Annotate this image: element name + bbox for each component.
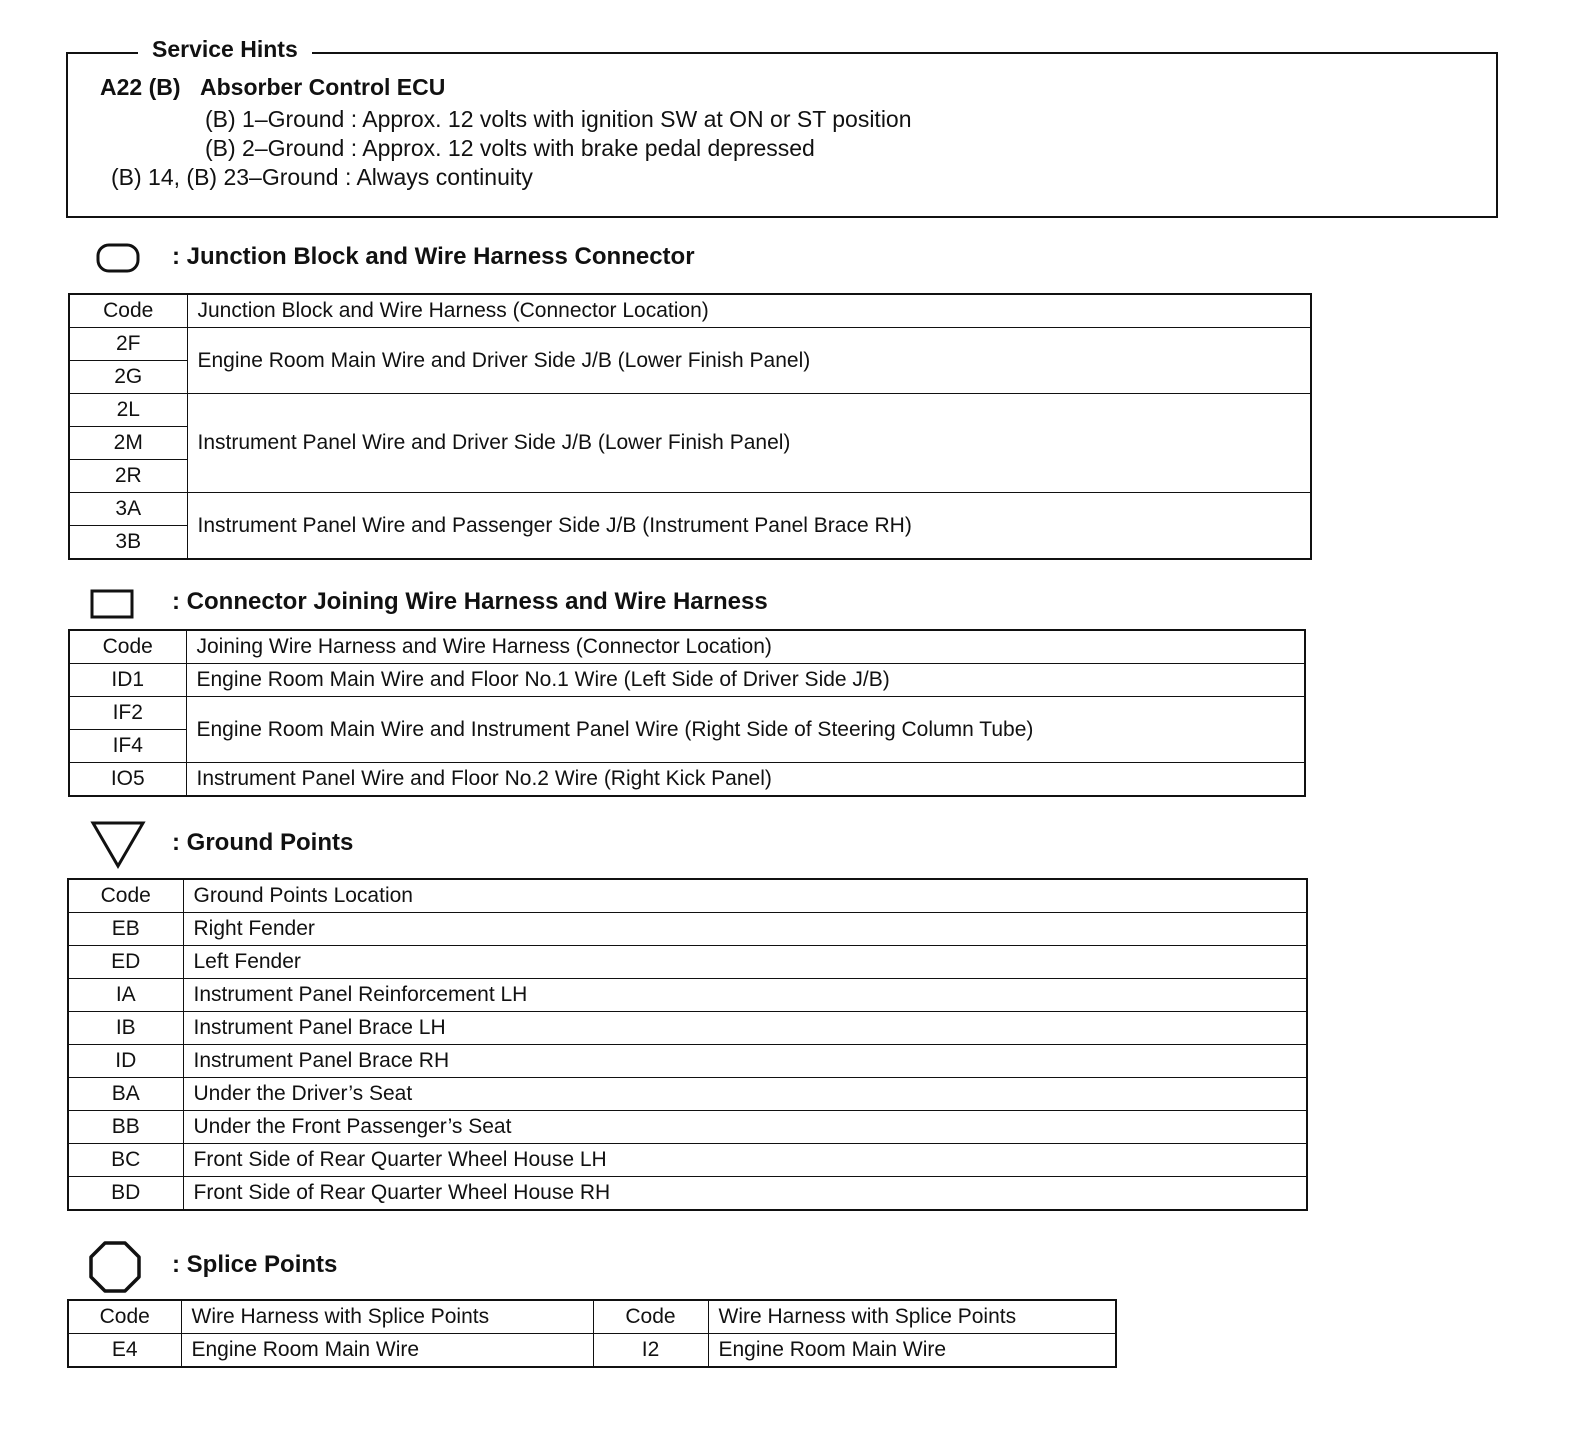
- component-code: A22 (B): [100, 74, 181, 100]
- code-cell: IO5: [69, 763, 186, 797]
- code-cell: IA: [68, 979, 183, 1012]
- splice-table: [67, 1299, 1117, 1368]
- column-header-desc: Ground Points Location: [183, 879, 1307, 913]
- table-row: [68, 1144, 1307, 1177]
- harness-cell: Engine Room Main Wire: [708, 1334, 1116, 1368]
- connector-icon: [90, 588, 136, 620]
- code-cell: 2G: [69, 361, 187, 394]
- splice-heading: : Splice Points: [172, 1251, 338, 1278]
- column-header-desc: Wire Harness with Splice Points: [181, 1300, 593, 1334]
- table-row: [68, 1078, 1307, 1111]
- code-cell: BC: [68, 1144, 183, 1177]
- location-cell: Instrument Panel Brace LH: [183, 1012, 1307, 1045]
- code-cell: 2M: [69, 427, 187, 460]
- hint-line-2: (B) 2–Ground : Approx. 12 volts with brake pedal depressed: [205, 135, 815, 161]
- location-cell: Left Fender: [183, 946, 1307, 979]
- service-hints-title: Service Hints: [138, 36, 312, 63]
- column-header-desc: Joining Wire Harness and Wire Harness (Connector Location): [186, 630, 1305, 664]
- hint-line-3: (B) 14, (B) 23–Ground : Always continuity: [111, 164, 533, 190]
- junction-table: [68, 293, 1312, 560]
- ground-triangle-icon: [90, 820, 146, 870]
- splice-octagon-icon: [88, 1240, 142, 1294]
- table-header-row: [69, 294, 1311, 328]
- location-cell: Engine Room Main Wire and Instrument Panel Wire (Right Side of Steering Column Tube): [186, 697, 1305, 763]
- location-cell: Engine Room Main Wire and Driver Side J/B (Lower Finish Panel): [187, 328, 1311, 394]
- table-row: [68, 1045, 1307, 1078]
- code-cell: 2F: [69, 328, 187, 361]
- table-row: [69, 493, 1311, 526]
- ground-heading: : Ground Points: [172, 829, 354, 856]
- column-header-code: Code: [69, 294, 187, 328]
- table-row: [68, 1012, 1307, 1045]
- connector-table: [68, 629, 1306, 797]
- code-cell: IB: [68, 1012, 183, 1045]
- location-cell: Instrument Panel Reinforcement LH: [183, 979, 1307, 1012]
- column-header-code: Code: [69, 630, 186, 664]
- table-row: [68, 1334, 1116, 1368]
- column-header-code: Code: [68, 1300, 181, 1334]
- code-cell: ID1: [69, 664, 186, 697]
- location-cell: Instrument Panel Wire and Floor No.2 Wire (Right Kick Panel): [186, 763, 1305, 797]
- location-cell: Under the Driver’s Seat: [183, 1078, 1307, 1111]
- junction-block-icon: [96, 242, 142, 274]
- code-cell: BB: [68, 1111, 183, 1144]
- ground-table: [67, 878, 1308, 1211]
- location-cell: Instrument Panel Wire and Passenger Side J/B (Instrument Panel Brace RH): [187, 493, 1311, 560]
- location-cell: Front Side of Rear Quarter Wheel House RH: [183, 1177, 1307, 1211]
- table-row: [68, 1111, 1307, 1144]
- table-row: [69, 394, 1311, 427]
- table-row: [69, 763, 1305, 797]
- junction-heading: : Junction Block and Wire Harness Connector: [172, 243, 695, 270]
- code-cell: ID: [68, 1045, 183, 1078]
- connector-heading: : Connector Joining Wire Harness and Wire Harness: [172, 588, 768, 615]
- code-cell: 2R: [69, 460, 187, 493]
- code-cell: 3B: [69, 526, 187, 560]
- table-row: [69, 664, 1305, 697]
- code-cell: E4: [68, 1334, 181, 1368]
- location-cell: Instrument Panel Wire and Driver Side J/B (Lower Finish Panel): [187, 394, 1311, 493]
- code-cell: EB: [68, 913, 183, 946]
- location-cell: Instrument Panel Brace RH: [183, 1045, 1307, 1078]
- table-header-row: [68, 1300, 1116, 1334]
- code-cell: I2: [593, 1334, 708, 1368]
- table-row: [69, 697, 1305, 730]
- column-header-desc-2: Wire Harness with Splice Points: [708, 1300, 1116, 1334]
- location-cell: Right Fender: [183, 913, 1307, 946]
- location-cell: Engine Room Main Wire and Floor No.1 Wire (Left Side of Driver Side J/B): [186, 664, 1305, 697]
- column-header-code-2: Code: [593, 1300, 708, 1334]
- table-row: [68, 1177, 1307, 1211]
- table-row: [68, 913, 1307, 946]
- code-cell: 2L: [69, 394, 187, 427]
- hint-line-1: (B) 1–Ground : Approx. 12 volts with ignition SW at ON or ST position: [205, 106, 912, 132]
- component-name: Absorber Control ECU: [200, 74, 446, 100]
- code-cell: BD: [68, 1177, 183, 1211]
- table-header-row: [69, 630, 1305, 664]
- table-row: [69, 328, 1311, 361]
- location-cell: Front Side of Rear Quarter Wheel House LH: [183, 1144, 1307, 1177]
- code-cell: ED: [68, 946, 183, 979]
- table-row: [68, 946, 1307, 979]
- table-row: [68, 979, 1307, 1012]
- code-cell: IF4: [69, 730, 186, 763]
- harness-cell: Engine Room Main Wire: [181, 1334, 593, 1368]
- column-header-code: Code: [68, 879, 183, 913]
- location-cell: Under the Front Passenger’s Seat: [183, 1111, 1307, 1144]
- table-header-row: [68, 879, 1307, 913]
- column-header-desc: Junction Block and Wire Harness (Connector Location): [187, 294, 1311, 328]
- code-cell: BA: [68, 1078, 183, 1111]
- code-cell: 3A: [69, 493, 187, 526]
- code-cell: IF2: [69, 697, 186, 730]
